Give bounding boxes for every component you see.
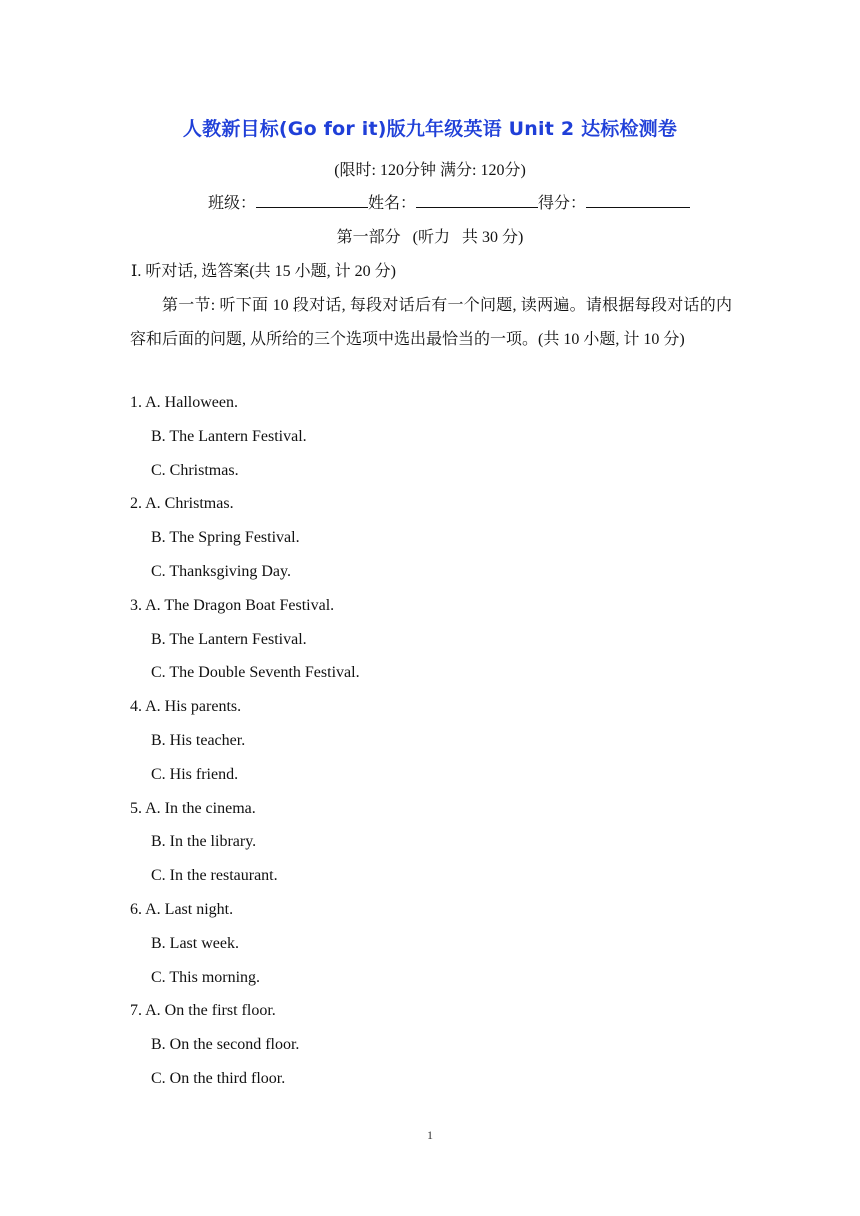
document-title: 人教新目标(Go for it)版九年级英语 Unit 2 达标检测卷 — [182, 118, 678, 140]
question-option-a — [130, 901, 730, 935]
question-option-b: B. The Spring Festival. — [151, 529, 300, 547]
score-blank — [586, 190, 690, 208]
question-option-a — [130, 1002, 730, 1036]
option-text: A. The Dragon Boat Festival. — [145, 596, 335, 614]
question-2 — [130, 495, 730, 596]
question-option-b: B. On the second floor. — [151, 1036, 300, 1054]
question-number: 4. — [130, 698, 142, 716]
question-option-c: C. The Double Seventh Festival. — [151, 664, 360, 682]
student-info-line — [208, 190, 690, 213]
question-option-a — [130, 800, 730, 834]
class-label: 班级： — [208, 195, 257, 212]
question-option-c: C. On the third floor. — [151, 1069, 286, 1087]
name-blank — [416, 190, 538, 208]
option-text: A. Christmas. — [145, 495, 234, 513]
option-text: A. Halloween. — [145, 394, 238, 411]
question-4 — [130, 698, 730, 799]
option-text: A. In the cinema. — [145, 799, 256, 817]
exam-time-and-score: (限时: 120分钟 满分: 120分) — [334, 162, 526, 179]
question-list — [130, 394, 730, 1104]
question-option-a — [130, 394, 730, 428]
question-7 — [130, 1002, 730, 1103]
question-6 — [130, 901, 730, 1002]
question-option-b: B. In the library. — [151, 833, 257, 851]
score-label: 得分： — [538, 195, 587, 212]
question-option-a — [130, 495, 730, 529]
question-option-c: C. Thanksgiving Day. — [151, 562, 291, 580]
name-label: 姓名： — [368, 195, 417, 212]
question-option-b: B. His teacher. — [151, 731, 246, 749]
section-instructions: 第一节: 听下面 10 段对话, 每段对话后有一个问题, 读两遍。请根据每段对话的内容和后面的问题, 从所给的三个选项中选出最恰当的一项。(共 10 小题, 计 10 分) — [130, 297, 732, 348]
part-heading: 第一部分 (听力 共 30 分) — [336, 229, 524, 246]
question-number: 1. — [130, 394, 142, 411]
option-text: A. Last night. — [145, 900, 234, 918]
question-5 — [130, 800, 730, 901]
question-option-c: C. In the restaurant. — [151, 867, 278, 885]
question-1 — [130, 394, 730, 495]
class-blank — [256, 190, 368, 208]
question-option-b: B. The Lantern Festival. — [151, 427, 307, 445]
section-heading: Ⅰ. 听对话, 选答案(共 15 小题, 计 20 分) — [131, 263, 396, 280]
question-option-c: C. This morning. — [151, 968, 261, 986]
question-number: 2. — [130, 495, 142, 513]
question-number: 6. — [130, 900, 142, 918]
question-number: 5. — [130, 799, 142, 817]
question-option-b: B. Last week. — [151, 934, 239, 952]
question-option-b: B. The Lantern Festival. — [151, 630, 307, 648]
question-number: 7. — [130, 1002, 142, 1020]
question-option-c: C. Christmas. — [151, 461, 239, 479]
page-number: 1 — [427, 1128, 433, 1142]
question-3 — [130, 597, 730, 698]
option-text: A. His parents. — [145, 698, 242, 716]
question-number: 3. — [130, 596, 142, 614]
question-option-a — [130, 597, 730, 631]
question-option-a — [130, 698, 730, 732]
question-option-c: C. His friend. — [151, 765, 239, 783]
option-text: A. On the first floor. — [145, 1002, 276, 1020]
